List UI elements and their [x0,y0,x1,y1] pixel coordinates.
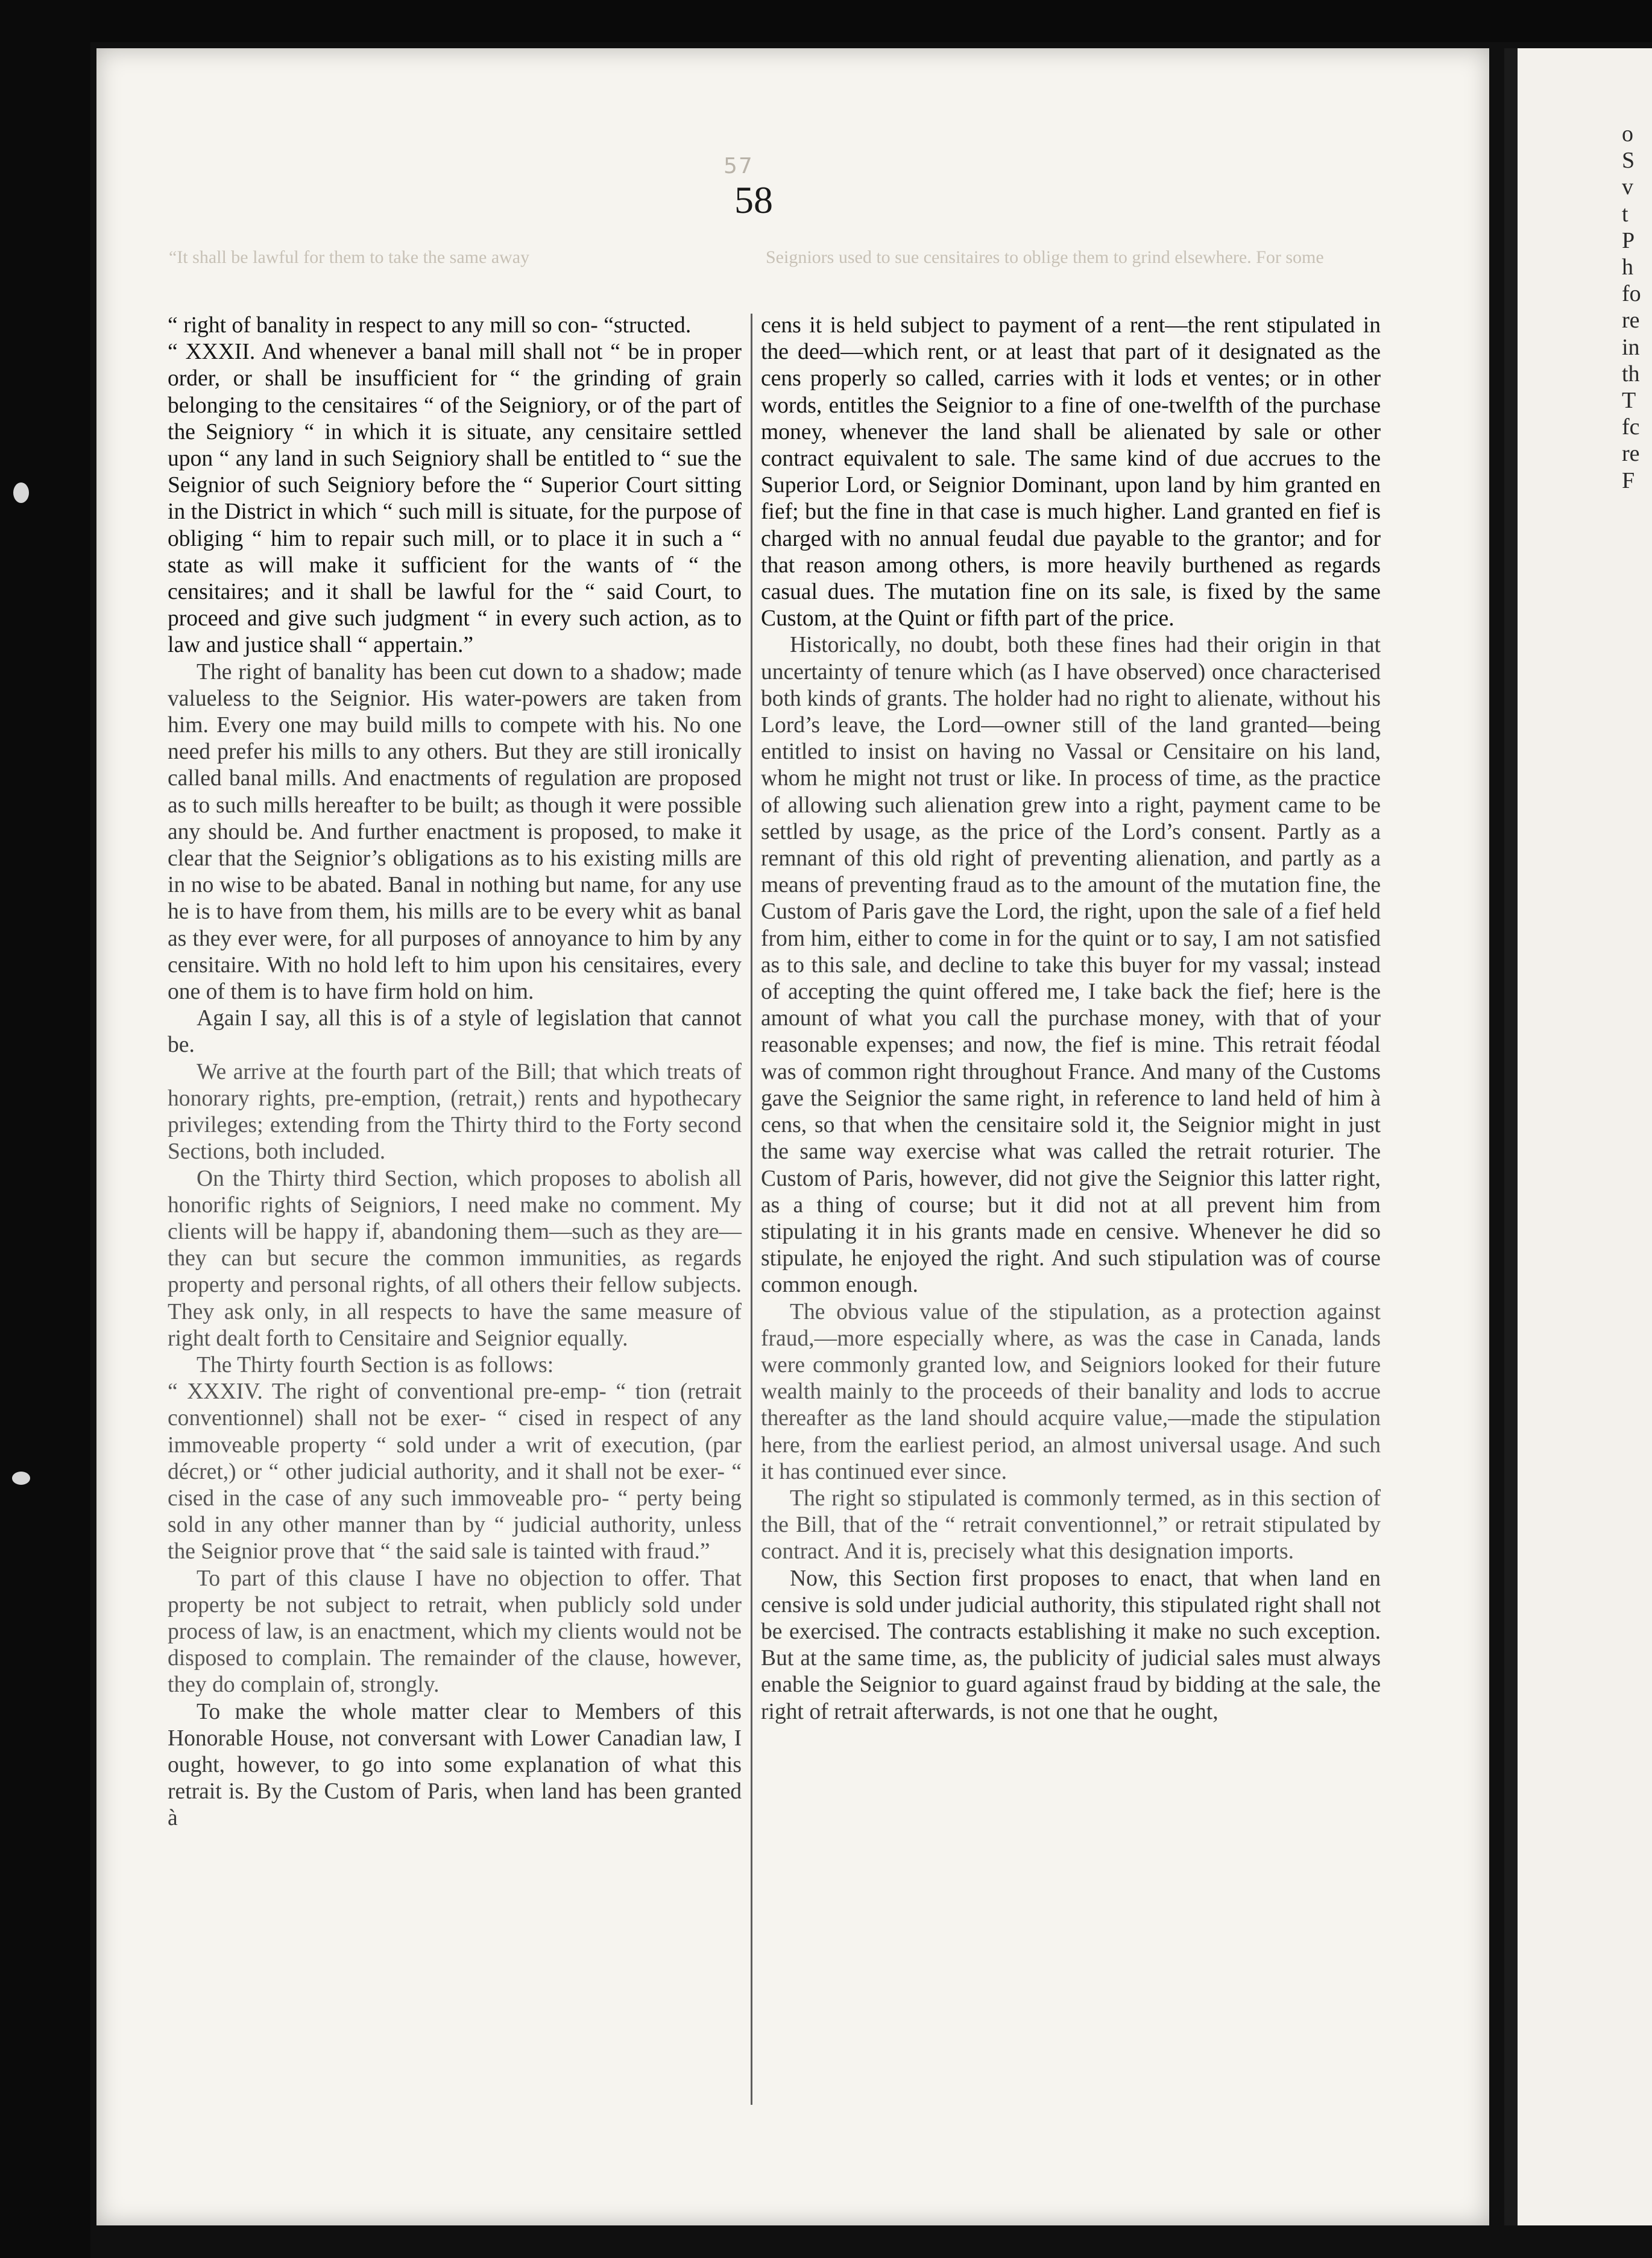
faint-page-mark: 57 [724,154,754,179]
paragraph: On the Thirty third Section, which proposes to abolish all honorific rights of Seigniors, I need make no comment. My clients will be happy if, abandoning them—such as they are—they can but secure the common immunities, as regards property and personal rights, of all others their fellow subjects. They ask only, in all respects to have the same measure of right dealt forth to Censitaire and Seignior equally. [168,1166,742,1351]
column-divider [751,314,752,2105]
paragraph: To part of this clause I have no objection to offer. That property be not subject to retrait, when publicly sold under process of law, is an enactment, which my clients would not be disposed to complain. The remainder of the clause, however, they do complain of, strongly. [168,1566,742,1698]
paragraph: The obvious value of the stipulation, as a protection against fraud,—more especially where, as was the case in Canada, lands were commonly granted low, and Seigniors looked for their future wealth mainly to the proceeds of their banality and lods to accrue thereafter as the land should acquire value,—made the stipulation here, from the earliest period, an almost universal usage. And such it has continued ever since. [761,1299,1381,1484]
paragraph: “ XXXIV. The right of conventional pre-emp- “ tion (retrait conventionnel) shall not be exer- “ cised in respect of any immoveable property “ sold under a writ of execution, (par décret,) or “ other judicial authority, and it shall not be exer- “ cised in the case of any such immoveable pro- “ perty being sold in any other manner than by “ judicial authority, unless the Seignior prove that “ the said sale is tainted with fraud.” [168,1379,742,1564]
paragraph: The right of banality has been cut down to a shadow; made valueless to the Seignior. His water-powers are taken from him. Every one may build mills to compete with his. No one need prefer his mills to any others. But they are still ironically called banal mills. And enactments of regulation are proposed as to such mills hereafter to be built; as though it were possible any should be. And further enactment is proposed, to make it clear that the Seignior’s obligations as to his existing mills are in no wise to be abated. Banal in nothing but name, for any use he is to have from them, his mills are to be every whit as banal as they ever were, for all purposes of annoyance to him by any censitaire. With no hold left to him upon his censitaires, every one of them is to have firm hold on him. [168,659,742,1005]
paragraph: Historically, no doubt, both these fines had their origin in that uncertainty of tenure which (as I have observed) once characterised both kinds of grants. The holder had no right to alienate, without his Lord’s leave, the Lord—owner still of the land granted—being entitled to insist on having no Vassal or Censitaire on his land, whom he might not trust or like. In process of time, as the practice of allowing such alienation grew into a right, payment came to be settled by usage, as the price of the Lord’s consent. Partly as a remnant of this old right of preventing alienation, and partly as a means of preventing fraud as to the amount of the mutation fine, the Custom of Paris gave the Lord, the right, upon the sale of a fief held from him, either to come in for the quint or to say, I am not satisfied as to this sale, and decline to take this buyer for my vassal; instead of accepting the quint offered me, I take back the fief; here is the amount of what you call the purchase money, with that of your reasonable expenses; and now, the fief is mine. This retrait féodal was of common right throughout France. And many of the Customs gave the Seignior the same right, in reference to land held of him à cens, so that when the censitaire sold it, the Seignior might in just the same way exercise what was called the retrait roturier. The Custom of Paris, however, did not give the Seignior this latter right, as a thing of course; but it did not at all prevent him from stipulating it in his grants made en censive. Whenever he did so stipulate, he enjoyed the right. And such stipulation was of course common enough. [761,633,1381,1298]
scan-border-left [0,0,90,2258]
show-through-text-left: “It shall be lawful for them to take the same away [169,247,530,267]
paragraph: We arrive at the fourth part of the Bill; that which treats of honorary rights, pre-emption, (retrait,) rents and hypothecary privileges; extending from the Thirty third to the Forty second Sections, both included. [168,1059,742,1165]
scan-speck [12,1472,30,1485]
adjacent-page-fragment: o S v t P h fo re in th T fc re F [1622,121,1641,493]
scan-border-top [0,0,1652,42]
page-number: 58 [734,179,773,221]
page-gutter [1504,48,1518,2225]
show-through-text-right: Seigniors used to sue censitaires to oblige them to grind elsewhere. For some [766,247,1333,267]
paragraph: Again I say, all this is of a style of legislation that cannot be. [168,1006,742,1058]
left-column [168,312,742,1832]
paragraph: The Thirty fourth Section is as follows: [197,1352,554,1377]
paragraph: cens it is held subject to payment of a rent—the rent stipulated in the deed—which rent, or at least that part of it designated as the cens properly so called, carries with it lods et ventes; or in other words, entitles the Seignior to a fine of one-twelfth of the purchase money, whenever the land shall be alienated by sale or other contract equivalent to sale. The same kind of due accrues to the Superior Lord, or Seignior Dominant, upon land by him granted en fief; but the fine in that case is much higher. Land granted en fief is charged with no annual feudal due payable to the grantor; and for that reason among others, is more heavily burthened as regards casual dues. The mutation fine on its sale, is fixed by the same Custom, at the Quint or fifth part of the price. [761,313,1381,631]
paragraph: “ XXXII. And whenever a banal mill shall not “ be in proper order, or shall be insufficient for “ the grinding of grain belonging to the censitaires “ of the Seigniory, or of the part of the Seigniory “ in which it is situate, any censitaire settled upon “ any land in such Seigniory shall be entitled to “ sue the Seignior of such Seigniory before the “ Superior Court sitting in the District in which “ such mill is situate, for the purpose of obliging “ him to repair such mill, or to place it in such a “ state as will make it sufficient for the wants of “ the censitaires; and it shall be lawful for the “ said Court, to proceed and give such judgment “ in every such action, as to law and justice shall “ appertain.” [168,340,742,658]
paragraph: Now, this Section first proposes to enact, that when land en censive is sold under judicial authority, this stipulated right shall not be exercised. The contracts establishing it make no such exception. But at the same time, as, the publicity of judicial sales must always enable the Seignior to guard against fraud by bidding at the sale, the right of retrait afterwards, is not one that he ought, [761,1566,1381,1724]
paragraph: To make the whole matter clear to Members of this Honorable House, not conversant with Lower Canadian law, I ought, however, to go into some explanation of what this retrait is. By the Custom of Paris, when land has been granted à [168,1699,742,1831]
scan-speck [13,482,29,503]
right-column [761,312,1381,1725]
paragraph: “ right of banality in respect to any mill so con- “structed. [168,313,692,338]
paragraph: The right so stipulated is commonly termed, as in this section of the Bill, that of the “ retrait conventionnel,” or retrait stipulated by contract. And it is, precisely what this designation imports. [761,1485,1381,1564]
book-page [96,48,1489,2225]
